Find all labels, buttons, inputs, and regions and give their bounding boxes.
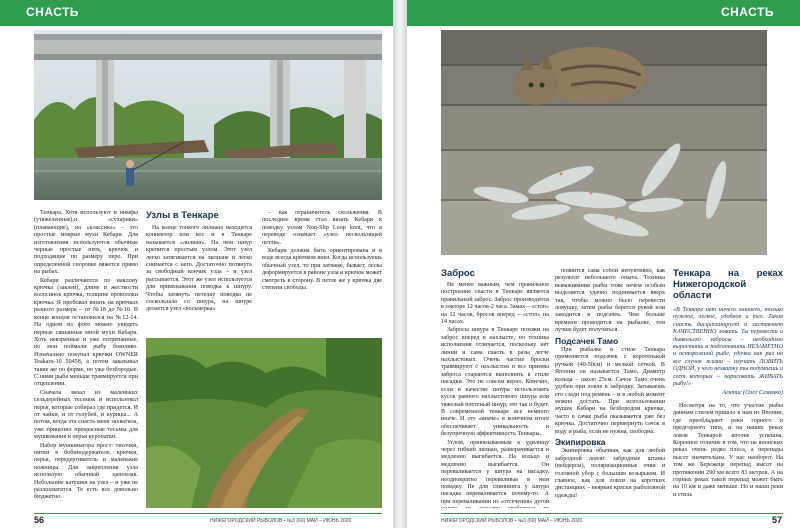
paragraph: Экипировка обычная, как для любой забродной ловли: забродные штаны (вейдерсы), поляризационные очки и головной убор с большим козырьком. И главное, как для ловли на коротких дистанциях – неяркие краски рыболовной одежды!: [555, 448, 665, 499]
paragraph: На конце тонкого лилиана находится коннектор или кос и в Тенкаре называется «лилиан». На нем шнур крепится простым узлом. Этот узел легко затягивается на лилиане и легко снимается с него. Достаточно потянуть за свободный кончик узла – и узел рассыпается. Этот же узел используется для привязывания поводка к шнуру. Чтобы затянуть петелку поводка не соскользала со шнура, на шнуре делается узел «восьмерка»: [146, 225, 252, 313]
heading-regional: Тенкара на реках Нижегородской области: [673, 268, 783, 301]
heading-tamo-net: Подсачек Тамо: [555, 335, 619, 346]
footer-rule: [34, 513, 382, 514]
paragraph: Кебари должна быть ориентирована и в воде всегда крючком вниз. Когда используешь обычный узел, то при затяжке, бывает, леска деформируется в районе узла и крючок может смотреть в сторону. В петле же у крючка две степени свободы.: [262, 248, 382, 292]
quote-author: Агнтис (Олег Семенко): [722, 390, 783, 397]
right-page: [407, 0, 800, 528]
paragraph: Углом, привязываемым к удилищу через гибкий лилиан, разворачивается и медленно выгибается. На кольцо и медленно выгибается. Он переваливается у шнура на насадку, неоднократно переваливая в нем повадку. Не для спиннинга у шнура насадка переваливается почему-то. А при переваливании из «отсечения» дугой: [441, 439, 549, 505]
bridge-river-photo: [34, 30, 382, 200]
paragraph: Забросы шнура в Тенкаре похожи на заброс вперед в нахлысте, но техника исполнения отличается, поскольку нет линии и сама снасть в разы легче нахлыстовых. Очень частые броски травмируют с нахлыстом и все приемы заброса стараются выполнять в стиле насадки. Это не совсем верно. Конечно, если в качестве шнура использовать кусок равного нахлыстового шнура или тяжелый плетеный шнур, это так и будет. В современной тенкаре все немного иначе. И это «иначе» в конечном итоге обеспечивает уникальность и безупречную эффективность Тенкары.: [441, 327, 549, 438]
text-column-3: [262, 210, 382, 330]
text-column-2: [146, 210, 252, 330]
paragraph: Тенкара. Хотя используют и нимфы (утяжеленные),и «сухарики» (плавающие), но «классика» – это простые мокрые мухи Кебари. Для изготовления используются обычные черные простые нить, крючок и подходящие по размеру перо. При определенной сноровке вяжется прямо на рыбах.: [34, 210, 138, 276]
paragraph: появится сама собой интуитивно, как результат небольшого опыта. Техника вываживания рыбы тоже нечем особым выделяется удачно поднимается вверх так, чтобы можно было перевести ловушку, затем рыбы берется рукой или заводится в подсачек. Чем больше времени проводится на рыбалке, тем лучше будет получаться.: [555, 268, 665, 334]
section-bar: [0, 0, 393, 26]
footer-text: НИЖЕГОРОДСКИЙ РЫБОЛОВ • №3 (60) МАЙ – ИЮНЬ 2020: [441, 518, 583, 524]
section-title: СНАСТЬ: [720, 5, 774, 19]
left-page: [0, 0, 393, 528]
text-column-a: [441, 268, 549, 508]
page-number: 56: [34, 515, 45, 525]
section-title: СНАСТЬ: [26, 5, 80, 19]
text-column-1: [34, 210, 138, 506]
text-column-b: [555, 268, 665, 508]
paragraph: Не менее важным, чем правильное построение снасти в Тенкаре является правильный заброс. Заброс производится в секторе 12 часов-2 часа. Замах – «стоп» на 12 часов, бросок вперед – «стоп» на 14 часах.: [441, 282, 549, 326]
paragraph: Сначала вязал из маленьких сельдерейных тесемок и использовал перья, которые собирал где придется. И от чайки, и от голубей, и курицы... А потом, когда эта снасть меня захватила, уже прицепил прекрасные тесьмы для мушкования и перья куропатки.: [34, 389, 138, 441]
stream-photo: [146, 338, 382, 508]
paragraph: Несмотря на то, что участие рыбы данным стилем пришло к нам из Японии, где преобладают реки горного и предгорного типа, и на наших реках ловля Тенкарой вполне успешна. Коренное отличие в том, что на японских реках очень редко плеса, а перепады высот значительны. У нас наоборот. На том же Бережеце перепад высот на протяжении 290 км всего 83 метров. А на горных реках такой перепад может быть на 10 км и даже меньше. Но и наши реки и стиль: [673, 402, 783, 498]
page-gutter: [393, 0, 407, 528]
paragraph: При рыбалке в стиле Тенкара применяется подсачек с коротенькой ручкой (40-50см) и мелкой сеткой. В Японии он называется Тамо. Диаметр кольца – около 25см. Сачок Тамо очень удобен при ловле в забродку. Затыкаешь его сзади под ремень – и в любой момент можно достать. При использовании мушек Кебари на безбородом крючке, часто в сачке рыба оказывается уже без крючка. Достаточно перевернуть сачок в воду и рыба, если не нужна, свободна.: [555, 347, 665, 435]
cat-fish-photo: [441, 30, 767, 255]
pull-quote: «В Тенкаре нет ничего лишнего, только нужное, легкое, удобное и тех. Такая снасть дисциплинирует и заставляет КАЧЕСТВЕННО ловить. Ты перевести и дьявольско забросы – необходимо вырастить и подготовить НЕЗАМЕТНО и осторожной рыбе, удочка как раз на все случая жизни – изучать ЛОВИТЬ ОДНОЙ, у чего нехватку ты подумаешь и сеет которых – нарисовать ЖИВАТЬ рыбу!»: [673, 307, 783, 388]
section-bar: [407, 0, 800, 26]
heading-knots: Узлы в Тенкаре: [146, 210, 219, 221]
page-number: 57: [771, 515, 782, 525]
paragraph: – как ограничитель скольжения. В последнее время стал вязать Кебари к поводку узлом Non-Slip Loop knot, что в переводе означает «узел нескользящей петли».: [262, 210, 382, 246]
text-column-c: [673, 268, 783, 508]
paragraph: Набор мушкинатора прост: тисочки, нитки в бобинодержателе, крючки, перья, передергиватель и маленькие ножницы. Для закрепления узла использую обычный цапонлак. Небольшие катушки на узел – и уже не разлохматятся. Те есть все довольно бюджетно.: [34, 442, 138, 501]
heading-cast: Заброс: [441, 268, 475, 279]
paragraph: Кебари различаются по наклону крючка (заклей), длине и жесткости волосинок крючка, толщине проволоки крючка. Я пробовал вязать на крючках разного размера – от №18 до №10. В конце концов остановился на №12-14. На одном из фото можно увидеть первые связанные мной мухи Кебари. Хоть невзрачные и уже потрепанные, но мои поймали рыбу боязливо. Изначально покупал крючки OWNER Teakaru-10 50458, а потом заказывал такие же по форме, но уже безбородые. С ними рыба меньше травмируется при отцеплении.: [34, 277, 138, 388]
footer-rule: [441, 513, 783, 514]
heading-equipment: Экипировка: [555, 436, 606, 447]
footer-text: НИЖЕГОРОДСКИЙ РЫБОЛОВ • №3 (60) МАЙ – ИЮНЬ 2020: [210, 518, 352, 524]
